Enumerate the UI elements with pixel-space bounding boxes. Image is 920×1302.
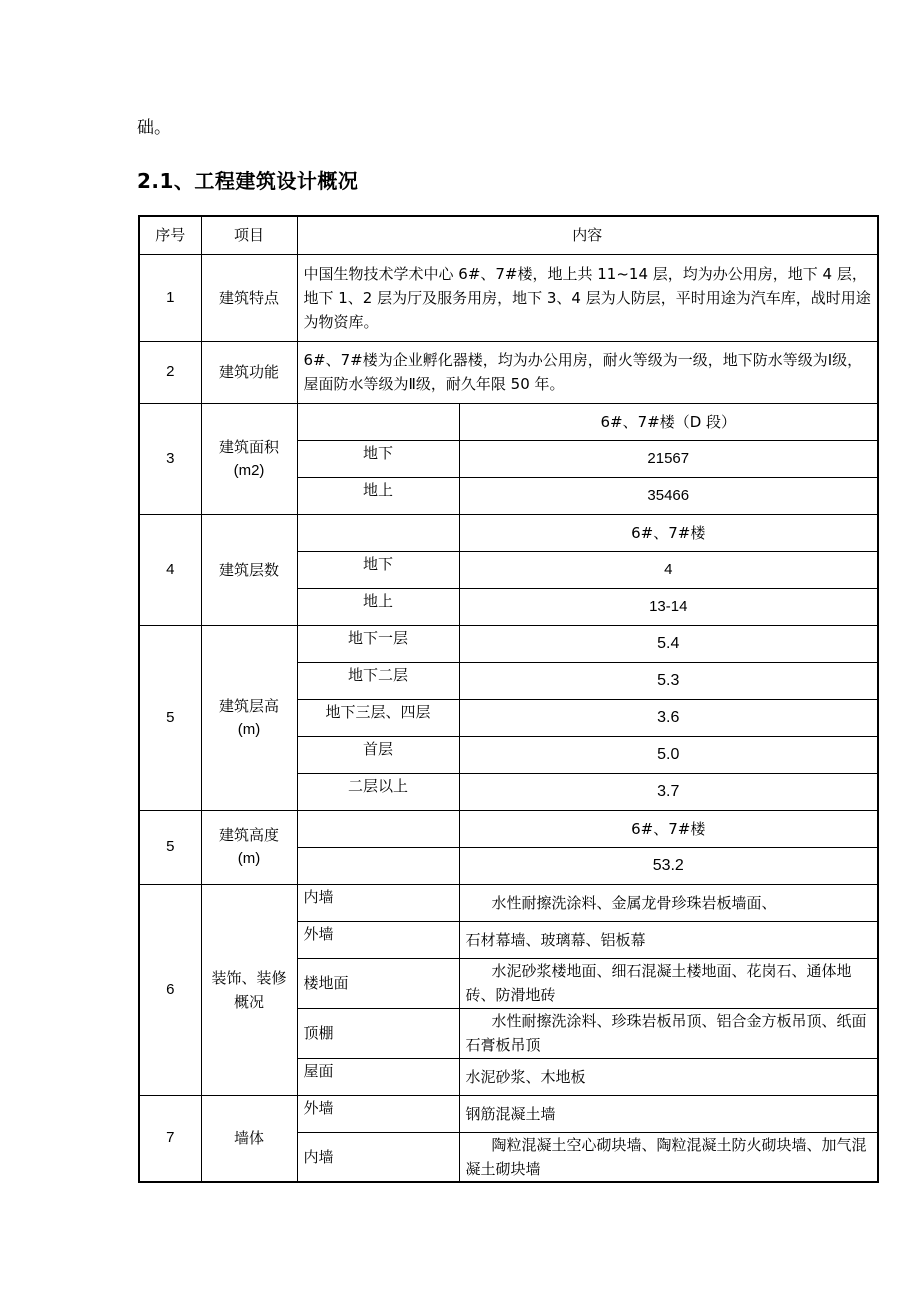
sub-value: 3.7 (459, 773, 878, 810)
sub-label: 地下一层 (297, 625, 459, 662)
empty-cell (297, 514, 459, 551)
row-item (201, 810, 297, 884)
sub-label: 外墙 (297, 921, 459, 958)
row-item: 建筑层数 (201, 514, 297, 625)
row-item-unit: (m2) (233, 461, 265, 479)
sub-value: 钢筋混凝土墙 (459, 1095, 878, 1132)
row-number: 3 (139, 403, 201, 514)
sub-value: 4 (459, 551, 878, 588)
empty-cell (297, 810, 459, 847)
row-item: 装饰、装修概况 (201, 884, 297, 1095)
sub-label: 楼地面 (297, 958, 459, 1008)
row-item: 墙体 (201, 1095, 297, 1182)
sub-label: 内墙 (297, 1132, 459, 1182)
sub-label: 地下 (297, 440, 459, 477)
row-content: 中国生物技术学术中心 6#、7#楼，地上共 11~14 层，均为办公用房，地下 4 层，地下 1、2 层为厅及服务用房，地下 3、4 层为人防层，平时用途为汽车库，战时用途为物资库。 (297, 254, 878, 341)
row-number: 5 (139, 625, 201, 810)
building-design-overview-table (138, 215, 879, 1183)
sub-value: 5.3 (459, 662, 878, 699)
empty-cell (297, 403, 459, 440)
table-row (139, 1095, 878, 1132)
sub-value: 石材幕墙、玻璃幕、铝板幕 (459, 921, 878, 958)
row-item-unit: (m) (237, 850, 261, 867)
row-item (201, 625, 297, 810)
section-heading: 2.1、工程建筑设计概况 (137, 169, 359, 193)
table-row (139, 810, 878, 847)
sub-value: 3.6 (459, 699, 878, 736)
sub-value: 水性耐擦洗涂料、金属龙骨珍珠岩板墙面、 (459, 884, 878, 921)
sub-label: 顶棚 (297, 1008, 459, 1058)
table-row (139, 514, 878, 551)
row-item (201, 403, 297, 514)
sub-label: 外墙 (297, 1095, 459, 1132)
row-item-unit: (m) (237, 720, 261, 738)
table-row (139, 884, 878, 921)
sub-value: 35466 (459, 477, 878, 514)
header-item: 项目 (201, 216, 297, 254)
row-number: 2 (139, 341, 201, 403)
sub-header: 6#、7#楼 (459, 810, 878, 847)
sub-value: 13-14 (459, 588, 878, 625)
sub-label: 地上 (297, 477, 459, 514)
sub-header: 6#、7#楼（D 段） (459, 403, 878, 440)
row-number: 5 (139, 810, 201, 884)
row-item-label: 建筑层高 (218, 696, 279, 715)
sub-value: 53.2 (459, 847, 878, 884)
row-content: 6#、7#楼为企业孵化器楼，均为办公用房，耐火等级为一级，地下防水等级为Ⅰ级，屋面防水等级为Ⅱ级，耐久年限 50 年。 (297, 341, 878, 403)
table-row (139, 254, 878, 341)
table-row (139, 403, 878, 440)
table-row (139, 341, 878, 403)
empty-cell (297, 847, 459, 884)
sub-label: 地上 (297, 588, 459, 625)
row-item: 建筑功能 (201, 341, 297, 403)
sub-header: 6#、7#楼 (459, 514, 878, 551)
sub-label: 屋面 (297, 1058, 459, 1095)
sub-value: 陶粒混凝土空心砌块墙、陶粒混凝土防火砌块墙、加气混凝土砌块墙 (459, 1132, 878, 1182)
table-row (139, 625, 878, 662)
header-content: 内容 (297, 216, 878, 254)
row-item-label: 建筑高度 (218, 826, 279, 844)
row-item-label: 建筑面积 (218, 437, 279, 456)
sub-value: 5.4 (459, 625, 878, 662)
sub-label: 首层 (297, 736, 459, 773)
sub-label: 地下 (297, 551, 459, 588)
sub-value: 21567 (459, 440, 878, 477)
sub-value: 水性耐擦洗涂料、珍珠岩板吊顶、铝合金方板吊顶、纸面石膏板吊顶 (459, 1008, 878, 1058)
row-number: 4 (139, 514, 201, 625)
sub-value: 水泥砂浆、木地板 (459, 1058, 878, 1095)
row-number: 7 (139, 1095, 201, 1182)
header-no: 序号 (139, 216, 201, 254)
table-header-row (139, 216, 878, 254)
sub-label: 内墙 (297, 884, 459, 921)
sub-label: 地下三层、四层 (297, 699, 459, 736)
sub-value: 5.0 (459, 736, 878, 773)
sub-label: 二层以上 (297, 773, 459, 810)
row-number: 1 (139, 254, 201, 341)
row-item: 建筑特点 (201, 254, 297, 341)
sub-value: 水泥砂浆楼地面、细石混凝土楼地面、花岗石、通体地砖、防滑地砖 (459, 958, 878, 1008)
row-number: 6 (139, 884, 201, 1095)
continued-paragraph-fragment: 础。 (137, 118, 171, 138)
sub-label: 地下二层 (297, 662, 459, 699)
